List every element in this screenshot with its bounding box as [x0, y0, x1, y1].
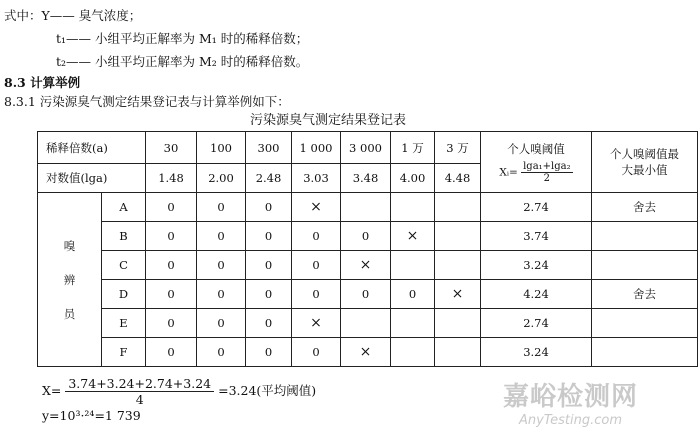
panelist-id: B: [102, 222, 146, 251]
table-row: [38, 193, 698, 222]
result-cell: ×: [292, 309, 341, 338]
threshold-value: 2.74: [481, 309, 592, 338]
result-cell: 0: [292, 338, 341, 367]
maxmin-value: [592, 251, 698, 280]
threshold-value: 4.24: [481, 280, 592, 309]
log-value: 2.48: [246, 164, 292, 193]
odor-concentration-result: y=10³·²⁴=1 739: [42, 408, 141, 423]
threshold-header-label: 个人嗅阈值: [507, 141, 565, 156]
log-value: 3.48: [341, 164, 391, 193]
result-cell: ×: [341, 251, 391, 280]
intro-line-2: t₁—— 小组平均正解率为 M₁ 时的稀释倍数；: [56, 31, 309, 46]
dilution-value: 300: [246, 132, 292, 164]
result-cell: 0: [146, 280, 197, 309]
watermark-en: AnyTesting.com: [518, 413, 622, 428]
dilution-value: 3 000: [341, 132, 391, 164]
result-cell: 0: [197, 309, 246, 338]
result-cell: [435, 338, 481, 367]
log-value: 4.48: [435, 164, 481, 193]
result-cell: 0: [292, 222, 341, 251]
result-cell: 0: [246, 251, 292, 280]
maxmin-value: 舍去: [592, 280, 698, 309]
result-cell: 0: [341, 222, 391, 251]
result-cell: 0: [197, 251, 246, 280]
result-cell: 0: [292, 251, 341, 280]
log-value: 2.00: [197, 164, 246, 193]
maxmin-value: 舍去: [592, 193, 698, 222]
threshold-value: 3.74: [481, 222, 592, 251]
result-cell: [391, 309, 435, 338]
dilution-row: [38, 132, 698, 164]
result-cell: ×: [341, 338, 391, 367]
maxmin-value: [592, 222, 698, 251]
table-row: [38, 251, 698, 280]
intro-line-3: t₂—— 小组平均正解率为 M₂ 时的稀释倍数。: [56, 54, 309, 69]
result-cell: [341, 193, 391, 222]
result-cell: 0: [146, 251, 197, 280]
log-value: 4.00: [391, 164, 435, 193]
panelist-id: C: [102, 251, 146, 280]
table-row: [38, 280, 698, 309]
result-cell: 0: [146, 193, 197, 222]
dilution-value: 30: [146, 132, 197, 164]
result-cell: [435, 193, 481, 222]
result-cell: ×: [391, 222, 435, 251]
result-cell: 0: [246, 309, 292, 338]
result-cell: 0: [341, 280, 391, 309]
result-cell: 0: [391, 280, 435, 309]
result-cell: 0: [197, 280, 246, 309]
log-value: 1.48: [146, 164, 197, 193]
panelist-id: F: [102, 338, 146, 367]
watermark-logo: [503, 376, 638, 428]
panelist-id: D: [102, 280, 146, 309]
panel-group-label: 嗅 辨 员: [38, 193, 102, 367]
result-cell: [391, 193, 435, 222]
threshold-header: [481, 132, 592, 193]
table-row: [38, 222, 698, 251]
table-title: 污染源臭气测定结果登记表: [249, 113, 406, 128]
result-cell: 0: [197, 193, 246, 222]
result-cell: 0: [146, 309, 197, 338]
result-cell: [435, 251, 481, 280]
result-cell: 0: [292, 280, 341, 309]
dilution-value: 1 000: [292, 132, 341, 164]
table-row: [38, 309, 698, 338]
threshold-value: 3.24: [481, 251, 592, 280]
result-cell: [391, 251, 435, 280]
section-subheading: 8.3.1 污染源臭气测定结果登记表与计算举例如下：: [4, 94, 290, 109]
threshold-value: 2.74: [481, 193, 592, 222]
table-row: [38, 338, 698, 367]
mean-threshold-formula: X= $\frac{3.74+3.24+2.74+3.24}{4}$ =3.24(平均阈值): [42, 376, 317, 407]
result-cell: 0: [246, 193, 292, 222]
result-cell: ×: [435, 280, 481, 309]
maxmin-value: [592, 309, 698, 338]
dilution-value: 1 万: [391, 132, 435, 164]
result-cell: 0: [246, 222, 292, 251]
watermark-cn: 嘉峪检测网: [502, 382, 638, 412]
result-cell: ×: [292, 193, 341, 222]
dilution-label: 稀释倍数(a): [38, 132, 146, 164]
result-cell: 0: [146, 222, 197, 251]
log-label: 对数值(lga): [38, 164, 146, 193]
result-cell: 0: [146, 338, 197, 367]
result-cell: 0: [197, 222, 246, 251]
result-cell: 0: [246, 338, 292, 367]
log-value: 3.03: [292, 164, 341, 193]
maxmin-value: [592, 338, 698, 367]
dilution-value: 3 万: [435, 132, 481, 164]
maxmin-header: 个人嗅阈值最大最小值: [592, 132, 698, 193]
section-heading: 8.3 计算举例: [4, 75, 81, 90]
panelist-id: A: [102, 193, 146, 222]
result-cell: 0: [197, 338, 246, 367]
threshold-formula: Xᵢ= $\frac{\text{lga₁+lga₂}}{2}$: [499, 160, 571, 184]
odor-record-table: [37, 131, 698, 367]
result-cell: [435, 222, 481, 251]
result-cell: 0: [246, 280, 292, 309]
result-cell: [435, 309, 481, 338]
dilution-value: 100: [197, 132, 246, 164]
result-cell: [341, 309, 391, 338]
result-cell: [391, 338, 435, 367]
panelist-id: E: [102, 309, 146, 338]
intro-line-1: 式中：Y—— 臭气浓度；: [4, 8, 142, 23]
threshold-value: 3.24: [481, 338, 592, 367]
